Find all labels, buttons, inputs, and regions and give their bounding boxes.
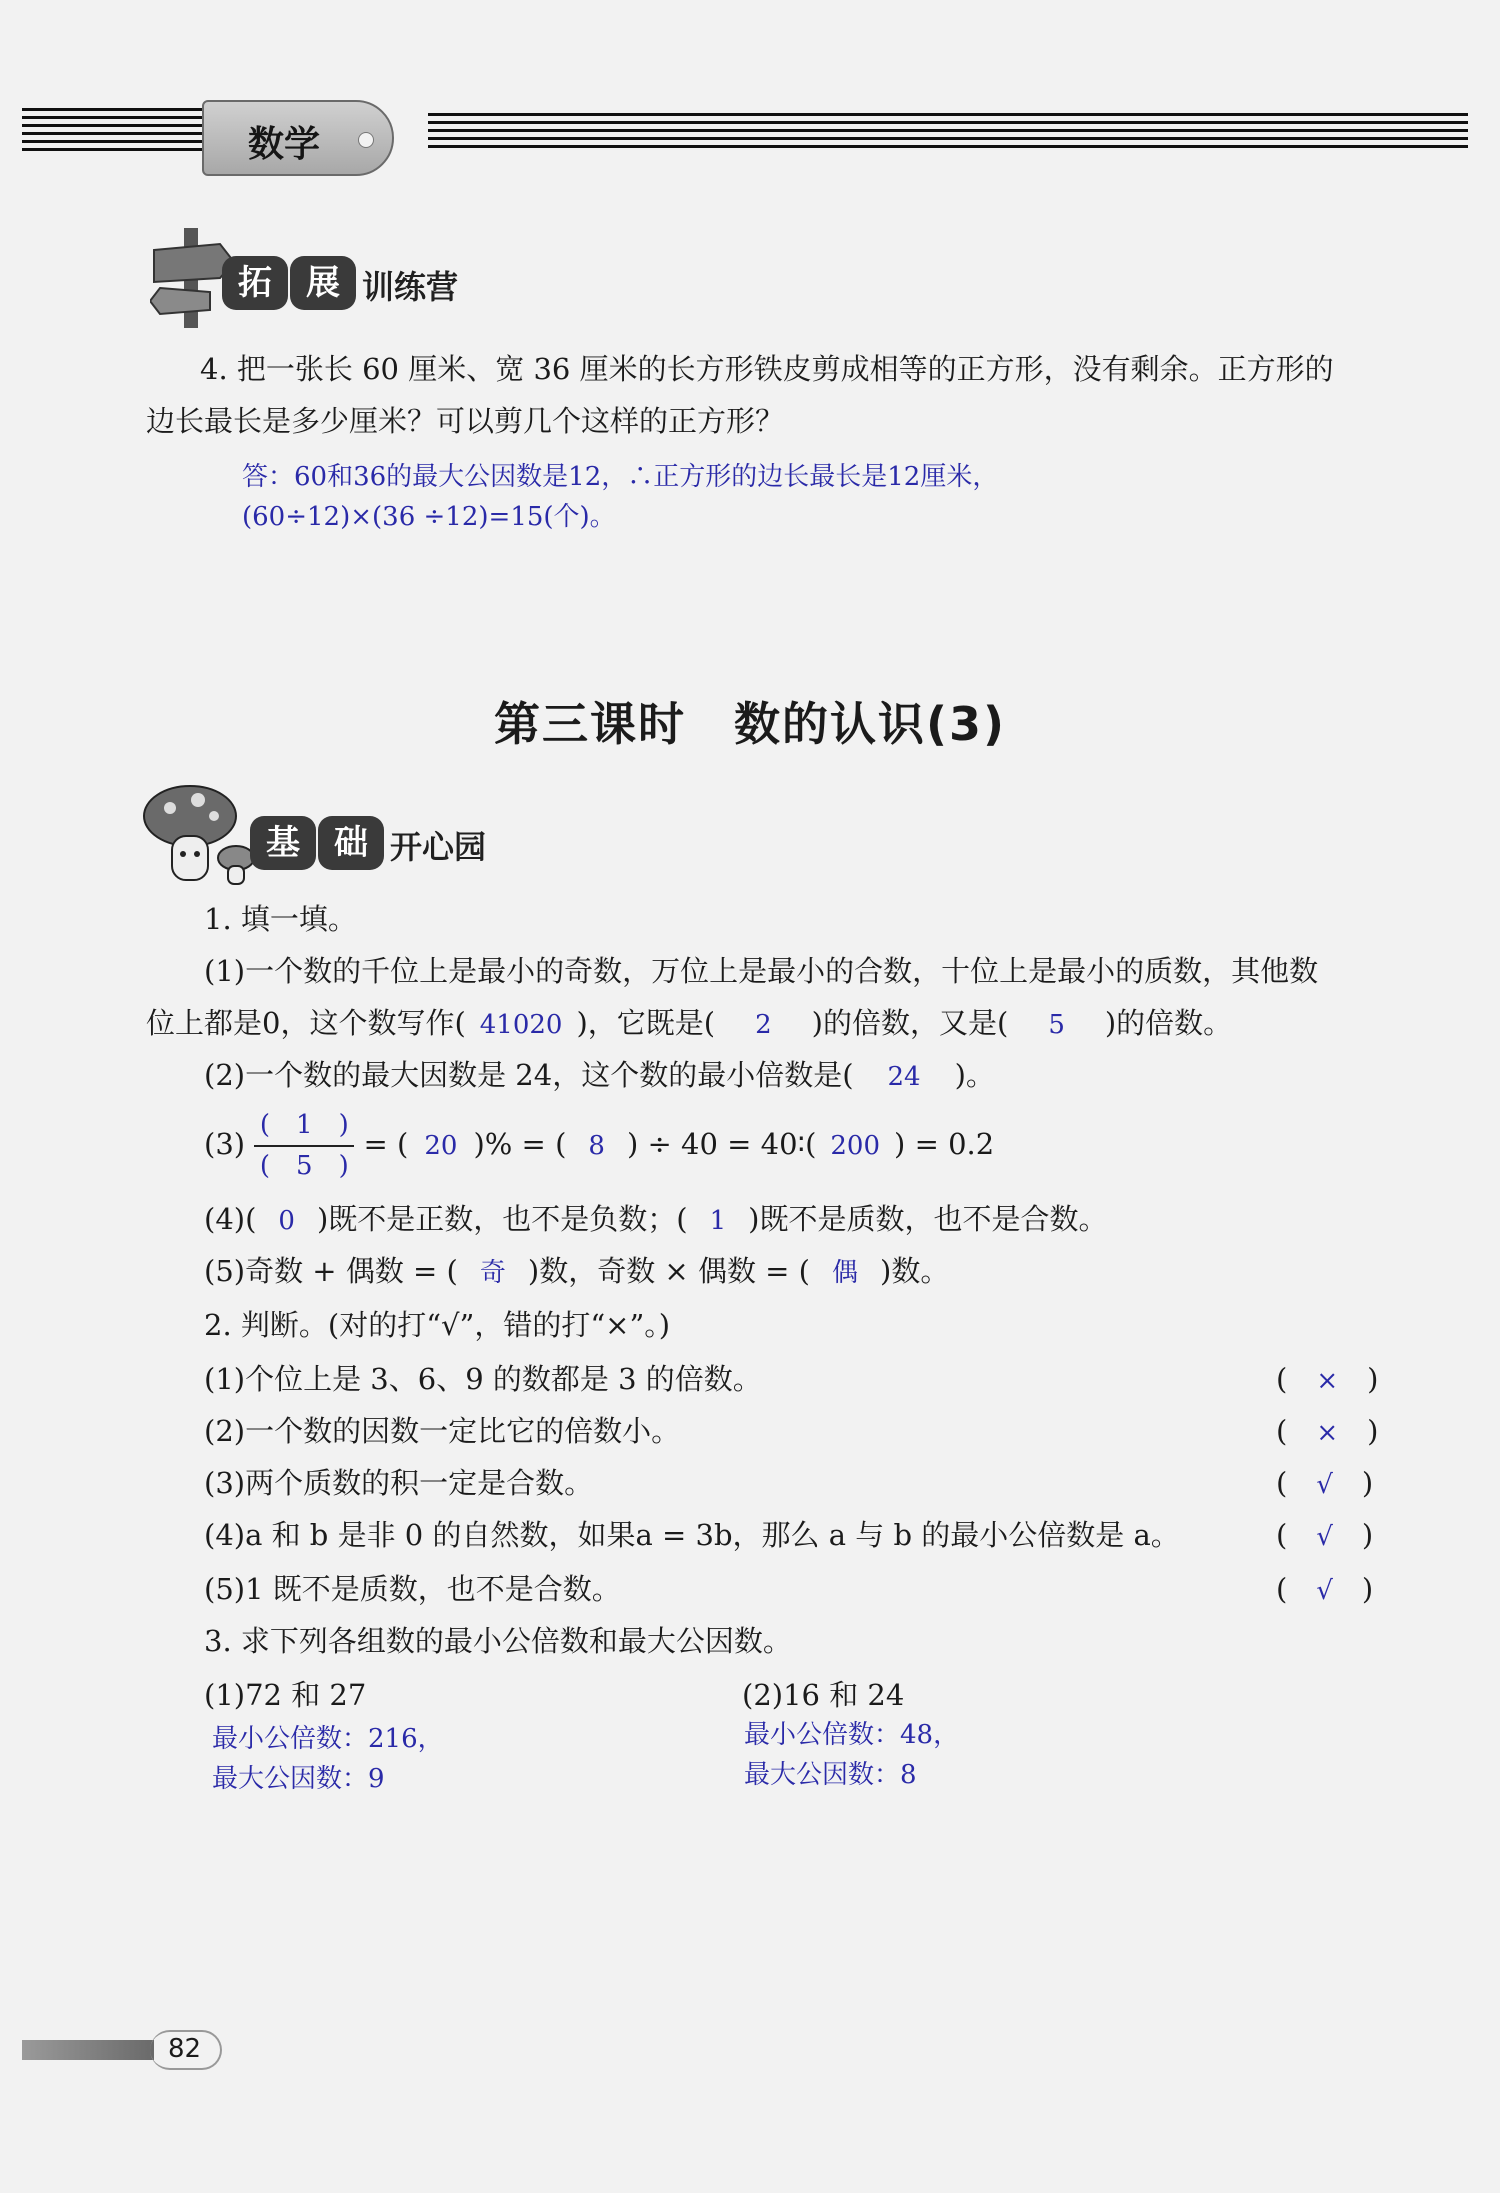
text-segment: )的倍数，又是( bbox=[811, 1006, 1009, 1040]
judge-item-text: (3)两个质数的积一定是合数。 bbox=[204, 1466, 594, 1500]
question-title: 3. 求下列各组数的最小公倍数和最大公因数。 bbox=[204, 1624, 792, 1658]
answer-mark: × bbox=[1316, 1418, 1339, 1448]
section-badge-char: 拓 bbox=[222, 256, 288, 310]
question-text bbox=[204, 1110, 994, 1182]
question-text bbox=[204, 1058, 995, 1093]
text-segment: ) = 0.2 bbox=[894, 1127, 995, 1162]
section-badge-char: 础 bbox=[318, 816, 384, 870]
question-text: (1)一个数的千位上是最小的奇数，万位上是最小的合数，十位上是最小的质数，其他数 bbox=[204, 954, 1319, 988]
judge-item-text: (2)一个数的因数一定比它的倍数小。 bbox=[204, 1414, 681, 1448]
answer-blank: 5 bbox=[1048, 1010, 1065, 1040]
judge-item-mark: ( √ ) bbox=[1276, 1518, 1374, 1552]
answer-blank: 8 bbox=[588, 1131, 605, 1162]
answer-blank: 2 bbox=[755, 1010, 772, 1040]
answer-blank: ( 5 ) bbox=[259, 1151, 349, 1182]
question-text: 边长最长是多少厘米？可以剪几个这样的正方形？ bbox=[146, 404, 785, 438]
text-segment: )数。 bbox=[880, 1254, 950, 1288]
answer-blank: 奇 bbox=[479, 1258, 506, 1288]
answer-text: 答：60和36的最大公因数是12，∴正方形的边长最长是12厘米， bbox=[242, 462, 999, 492]
answer-mark: √ bbox=[1316, 1470, 1333, 1500]
text-segment: (5)奇数 + 偶数 = ( bbox=[204, 1254, 458, 1288]
section-badge-char: 基 bbox=[250, 816, 316, 870]
answer-text: 最大公因数：9 bbox=[212, 1764, 385, 1794]
text-segment: = ( bbox=[363, 1127, 409, 1162]
judge-item-mark: ( × ) bbox=[1276, 1362, 1379, 1396]
lesson-title: 第三课时 数的认识(3) bbox=[493, 697, 1007, 751]
question-title: 2. 判断。(对的打“√”，错的打“×”。) bbox=[204, 1308, 671, 1342]
text-segment: ) ÷ 40 = 40∶( bbox=[626, 1127, 817, 1162]
text-segment: (2)一个数的最大因数是 24，这个数的最小倍数是( bbox=[204, 1058, 854, 1092]
text-segment: )既不是质数，也不是合数。 bbox=[748, 1202, 1108, 1236]
mushroom-icon bbox=[140, 780, 260, 890]
text-segment: )% = ( bbox=[473, 1127, 567, 1162]
judge-item-text: (1)个位上是 3、6、9 的数都是 3 的倍数。 bbox=[204, 1362, 762, 1396]
fraction-numerator bbox=[254, 1110, 354, 1147]
question-title: 1. 填一填。 bbox=[204, 902, 357, 936]
fraction bbox=[254, 1110, 354, 1182]
judge-item-text: (5)1 既不是质数，也不是合数。 bbox=[204, 1572, 621, 1606]
answer-blank: 20 bbox=[424, 1131, 458, 1162]
judge-item-mark: ( √ ) bbox=[1276, 1466, 1374, 1500]
subquestion-text: (1)72 和 27 bbox=[204, 1678, 367, 1712]
question-text bbox=[204, 1202, 1107, 1237]
text-segment: )数，奇数 × 偶数 = ( bbox=[527, 1254, 810, 1288]
text-segment: )的倍数。 bbox=[1104, 1006, 1233, 1040]
answer-blank: 41020 bbox=[479, 1010, 563, 1040]
page-number: 82 bbox=[168, 2034, 202, 2064]
text-segment: 位上都是0，这个数写作( bbox=[146, 1006, 466, 1040]
footer-bar bbox=[22, 2040, 154, 2060]
judge-item-mark: ( √ ) bbox=[1276, 1572, 1374, 1606]
subquestion-text: (2)16 和 24 bbox=[742, 1678, 905, 1712]
section-title: 开心园 bbox=[390, 828, 487, 866]
answer-blank: 偶 bbox=[832, 1258, 859, 1288]
answer-mark: √ bbox=[1316, 1576, 1333, 1606]
text-segment: )。 bbox=[954, 1058, 995, 1092]
answer-mark: × bbox=[1316, 1366, 1339, 1396]
answer-blank: 200 bbox=[830, 1131, 881, 1162]
subject-tab bbox=[202, 100, 394, 176]
text-segment: )，它既是( bbox=[576, 1006, 716, 1040]
section-badge-char: 展 bbox=[290, 256, 356, 310]
question-text: 4. 把一张长 60 厘米、宽 36 厘米的长方形铁皮剪成相等的正方形，没有剩余。正方形的 bbox=[200, 352, 1334, 386]
answer-text: 最大公因数：8 bbox=[744, 1760, 917, 1790]
answer-blank: 24 bbox=[887, 1062, 921, 1092]
section-title: 训练营 bbox=[362, 268, 459, 306]
question-text bbox=[146, 1006, 1232, 1041]
answer-text: (60÷12)×(36 ÷12)=15(个)。 bbox=[242, 502, 616, 532]
answer-text: 最小公倍数：48， bbox=[744, 1720, 960, 1750]
answer-mark: √ bbox=[1316, 1522, 1333, 1552]
text-segment: )既不是正数，也不是负数；( bbox=[316, 1202, 688, 1236]
fraction-denominator bbox=[254, 1147, 354, 1182]
subject-label: 数学 bbox=[248, 124, 321, 165]
judge-item-mark: ( × ) bbox=[1276, 1414, 1379, 1448]
question-text bbox=[204, 1254, 949, 1289]
header-rule-left bbox=[22, 108, 212, 160]
text-segment: (4)( bbox=[204, 1202, 257, 1236]
answer-blank: 0 bbox=[278, 1206, 295, 1236]
text-segment: (3) bbox=[204, 1127, 246, 1162]
answer-blank: ( 1 ) bbox=[259, 1110, 349, 1140]
header-rule-right bbox=[428, 113, 1468, 159]
answer-blank: 1 bbox=[709, 1206, 727, 1236]
judge-item-text: (4)a 和 b 是非 0 的自然数，如果a = 3b，那么 a 与 b 的最小公倍数是 a。 bbox=[204, 1518, 1180, 1552]
answer-text: 最小公倍数：216， bbox=[212, 1724, 444, 1754]
tab-hole-icon bbox=[358, 132, 374, 148]
